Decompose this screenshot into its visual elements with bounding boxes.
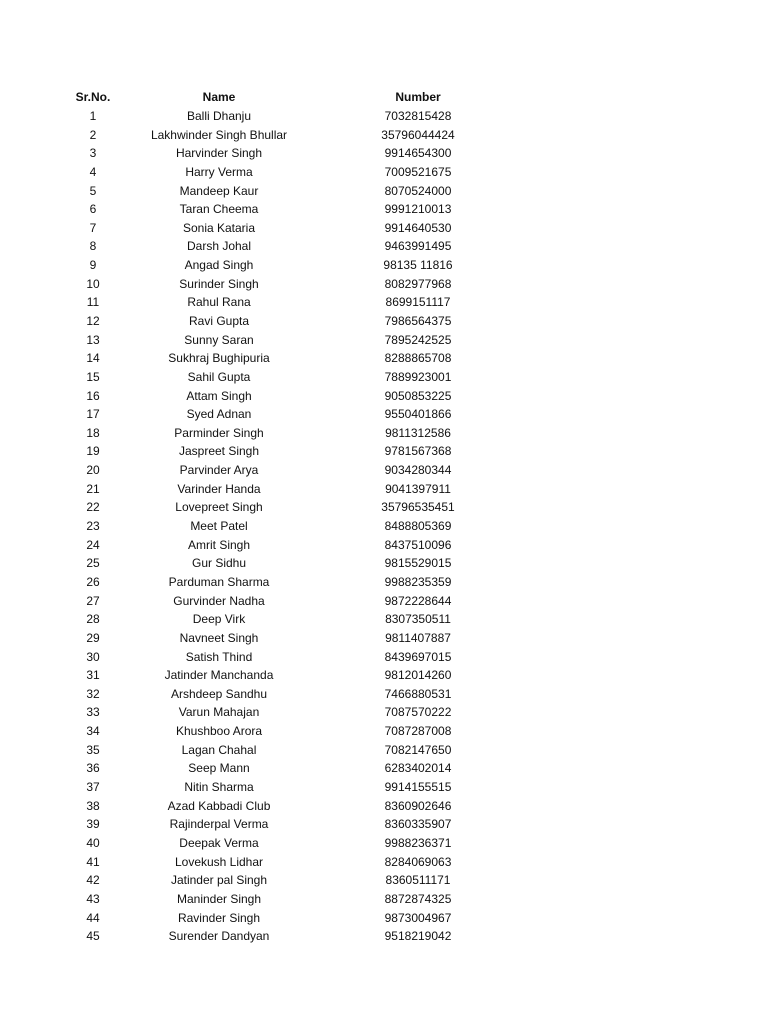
header-sr-no: Sr.No. xyxy=(75,90,111,105)
number-cell: 6283402014 xyxy=(384,761,452,776)
name-cell: Ravi Gupta xyxy=(188,314,250,328)
table-row xyxy=(0,461,768,480)
name-cell: Satish Thind xyxy=(185,649,253,664)
name-cell: Darsh Johal xyxy=(186,239,252,254)
name-cell: Harvinder Singh xyxy=(175,146,263,161)
table-row xyxy=(0,274,768,293)
table-row xyxy=(0,293,768,312)
table-body xyxy=(0,107,768,946)
number-cell: 9811312586 xyxy=(385,425,451,440)
table-row xyxy=(0,405,768,424)
number-cell: 9812014260 xyxy=(384,668,452,683)
sr-no-cell: 1 xyxy=(89,108,97,123)
table-row xyxy=(0,647,768,666)
header-name: Name xyxy=(202,90,236,105)
sr-no-cell: 15 xyxy=(86,369,100,384)
name-cell: Arshdeep Sandhu xyxy=(170,686,268,701)
sr-no-cell: 27 xyxy=(86,593,100,608)
number-cell: 9034280344 xyxy=(384,463,452,478)
name-cell: Azad Kabbadi Club xyxy=(167,798,271,813)
sr-no-cell: 36 xyxy=(86,761,100,776)
number-cell: 7895242525 xyxy=(384,332,452,347)
sr-no-cell: 22 xyxy=(86,500,100,515)
sr-no-cell: 18 xyxy=(86,425,100,440)
name-cell: Syed Adnan xyxy=(186,407,252,422)
table-row xyxy=(0,200,768,219)
number-cell: 8360511171 xyxy=(385,873,451,888)
name-cell: Navneet Singh xyxy=(179,630,259,645)
name-cell: Jatinder Manchanda xyxy=(164,668,274,683)
sr-no-cell: 21 xyxy=(86,481,100,496)
header-number: Number xyxy=(395,90,441,105)
name-cell: Gur Sidhu xyxy=(191,556,247,571)
table-row xyxy=(0,386,768,405)
table-row xyxy=(0,479,768,498)
table-header-row xyxy=(0,88,768,107)
sr-no-cell: 26 xyxy=(86,574,100,589)
number-cell: 7087287008 xyxy=(384,724,452,739)
sr-no-cell: 39 xyxy=(86,817,100,832)
table-row xyxy=(0,666,768,685)
table-row xyxy=(0,554,768,573)
name-cell: Nitin Sharma xyxy=(184,780,254,795)
number-cell: 9041397911 xyxy=(385,481,451,496)
sr-no-cell: 32 xyxy=(86,686,100,701)
name-cell: Parminder Singh xyxy=(174,425,264,440)
number-cell: 9914155515 xyxy=(384,780,452,795)
sr-no-cell: 43 xyxy=(86,891,100,906)
sr-no-cell: 45 xyxy=(86,929,100,944)
table-row xyxy=(0,181,768,200)
name-cell: Sahil Gupta xyxy=(187,369,251,384)
table-row xyxy=(0,424,768,443)
table-row xyxy=(0,927,768,946)
table-row xyxy=(0,349,768,368)
sr-no-cell: 25 xyxy=(86,556,100,571)
name-cell: Mandeep Kaur xyxy=(179,183,259,198)
number-cell: 9988236371 xyxy=(384,835,452,850)
name-cell: Lovepreet Singh xyxy=(175,500,263,515)
sr-no-cell: 42 xyxy=(86,873,100,888)
sr-no-cell: 9 xyxy=(89,258,97,273)
table-row xyxy=(0,908,768,927)
name-cell: Khushboo Arora xyxy=(175,724,263,739)
table-row xyxy=(0,740,768,759)
number-cell: 9872228644 xyxy=(384,593,452,608)
table-row xyxy=(0,312,768,331)
sr-no-cell: 23 xyxy=(86,519,100,534)
number-cell: 35796535451 xyxy=(381,500,455,515)
sr-no-cell: 35 xyxy=(86,742,100,757)
number-cell: 8360902646 xyxy=(384,798,452,813)
table-row xyxy=(0,573,768,592)
number-cell: 8439697015 xyxy=(384,649,452,664)
name-cell: Surinder Singh xyxy=(179,276,259,291)
name-cell: Rajinderpal Verma xyxy=(169,817,269,832)
name-cell: Meet Patel xyxy=(190,519,248,534)
table-row xyxy=(0,629,768,648)
number-cell: 7082147650 xyxy=(384,742,452,757)
table-row xyxy=(0,852,768,871)
number-cell: 8070524000 xyxy=(384,183,452,198)
name-cell: Lakhwinder Singh Bhullar xyxy=(150,127,288,142)
table-row xyxy=(0,256,768,275)
sr-no-cell: 44 xyxy=(86,910,100,925)
name-cell: Balli Dhanju xyxy=(186,108,252,123)
name-cell: Sunny Saran xyxy=(184,332,254,347)
number-cell: 9518219042 xyxy=(384,929,452,944)
number-cell: 7466880531 xyxy=(384,686,452,701)
number-cell: 9991210013 xyxy=(384,202,452,217)
table-row xyxy=(0,759,768,778)
table-row xyxy=(0,498,768,517)
table-row xyxy=(0,535,768,554)
sr-no-cell: 24 xyxy=(86,537,100,552)
name-cell: Varun Mahajan xyxy=(178,705,260,720)
number-cell: 9050853225 xyxy=(384,388,452,403)
table-row xyxy=(0,442,768,461)
name-cell: Gurvinder Nadha xyxy=(173,593,265,608)
table-row xyxy=(0,591,768,610)
sr-no-cell: 40 xyxy=(86,835,100,850)
number-cell: 8872874325 xyxy=(384,891,452,906)
sr-no-cell: 37 xyxy=(86,780,100,795)
table-row xyxy=(0,796,768,815)
name-cell: Deepak Verma xyxy=(179,835,259,850)
sr-no-cell: 12 xyxy=(86,314,100,328)
table-row xyxy=(0,330,768,349)
table-row xyxy=(0,703,768,722)
table-row xyxy=(0,890,768,909)
sr-no-cell: 38 xyxy=(86,798,100,813)
table-row xyxy=(0,237,768,256)
table-row xyxy=(0,871,768,890)
number-cell: 9815529015 xyxy=(384,556,452,571)
number-cell: 8307350511 xyxy=(385,612,451,627)
name-cell: Varinder Handa xyxy=(177,481,261,496)
table-row xyxy=(0,834,768,853)
number-cell: 9914640530 xyxy=(384,220,452,235)
name-cell: Harry Verma xyxy=(185,164,253,179)
sr-no-cell: 29 xyxy=(86,630,100,645)
table-row xyxy=(0,107,768,126)
table-row xyxy=(0,218,768,237)
number-cell: 8360335907 xyxy=(384,817,452,832)
name-cell: Amrit Singh xyxy=(187,537,251,552)
number-cell: 9914654300 xyxy=(384,146,452,161)
table-row xyxy=(0,144,768,163)
sr-no-cell: 6 xyxy=(89,202,97,217)
name-cell: Rahul Rana xyxy=(187,295,251,310)
sr-no-cell: 28 xyxy=(86,612,100,627)
sr-no-cell: 20 xyxy=(86,463,100,478)
number-cell: 9811407887 xyxy=(385,630,451,645)
table-row xyxy=(0,125,768,144)
number-cell: 8437510096 xyxy=(384,537,452,552)
table-row xyxy=(0,685,768,704)
sr-no-cell: 14 xyxy=(86,351,100,366)
sr-no-cell: 4 xyxy=(89,164,97,179)
number-cell: 9873004967 xyxy=(384,910,452,925)
name-cell: Sukhraj Bughipuria xyxy=(168,351,270,366)
table-row xyxy=(0,815,768,834)
name-cell: Seep Mann xyxy=(188,761,250,776)
number-cell: 7009521675 xyxy=(384,164,452,179)
name-cell: Maninder Singh xyxy=(176,891,262,906)
name-cell: Lagan Chahal xyxy=(181,742,257,757)
table-row xyxy=(0,778,768,797)
table-row xyxy=(0,368,768,387)
name-cell: Deep Virk xyxy=(192,612,246,627)
number-cell: 8284069063 xyxy=(384,854,452,869)
sr-no-cell: 17 xyxy=(86,407,100,422)
sr-no-cell: 33 xyxy=(86,705,100,720)
table-row xyxy=(0,163,768,182)
name-cell: Parvinder Arya xyxy=(179,463,259,478)
name-cell: Attam Singh xyxy=(186,388,252,403)
table-row xyxy=(0,610,768,629)
sr-no-cell: 19 xyxy=(86,444,100,459)
sr-no-cell: 2 xyxy=(89,127,97,142)
name-cell: Surender Dandyan xyxy=(168,929,270,944)
number-cell: 35796044424 xyxy=(381,127,455,142)
name-cell: Lovekush Lidhar xyxy=(174,854,264,869)
table-row xyxy=(0,517,768,536)
number-cell: 9550401866 xyxy=(384,407,452,422)
name-cell: Parduman Sharma xyxy=(168,574,270,589)
name-cell: Angad Singh xyxy=(184,258,254,273)
sr-no-cell: 7 xyxy=(89,220,97,235)
number-cell: 9463991495 xyxy=(384,239,452,254)
number-cell: 8288865708 xyxy=(384,351,452,366)
number-cell: 9781567368 xyxy=(384,444,452,459)
sr-no-cell: 31 xyxy=(86,668,100,683)
sr-no-cell: 16 xyxy=(86,388,100,403)
number-cell: 7087570222 xyxy=(384,705,452,720)
name-cell: Jatinder pal Singh xyxy=(170,873,268,888)
name-cell: Ravinder Singh xyxy=(177,910,261,925)
number-cell: 7986564375 xyxy=(384,314,452,328)
sr-no-cell: 13 xyxy=(86,332,100,347)
sr-no-cell: 30 xyxy=(86,649,100,664)
contact-table xyxy=(0,88,768,945)
number-cell: 9988235359 xyxy=(384,574,452,589)
sr-no-cell: 41 xyxy=(86,854,100,869)
sr-no-cell: 8 xyxy=(89,239,97,254)
number-cell: 7889923001 xyxy=(384,369,452,384)
sr-no-cell: 34 xyxy=(86,724,100,739)
name-cell: Jaspreet Singh xyxy=(178,444,260,459)
sr-no-cell: 3 xyxy=(89,146,97,161)
sr-no-cell: 11 xyxy=(86,295,100,310)
name-cell: Sonia Kataria xyxy=(182,220,256,235)
sr-no-cell: 10 xyxy=(86,276,100,291)
number-cell: 8488805369 xyxy=(384,519,452,534)
number-cell: 8082977968 xyxy=(384,276,452,291)
name-cell: Taran Cheema xyxy=(179,202,259,217)
number-cell: 7032815428 xyxy=(384,108,452,123)
number-cell: 98135 11816 xyxy=(383,258,453,273)
number-cell: 8699151117 xyxy=(385,295,451,310)
sr-no-cell: 5 xyxy=(89,183,97,198)
table-row xyxy=(0,722,768,741)
